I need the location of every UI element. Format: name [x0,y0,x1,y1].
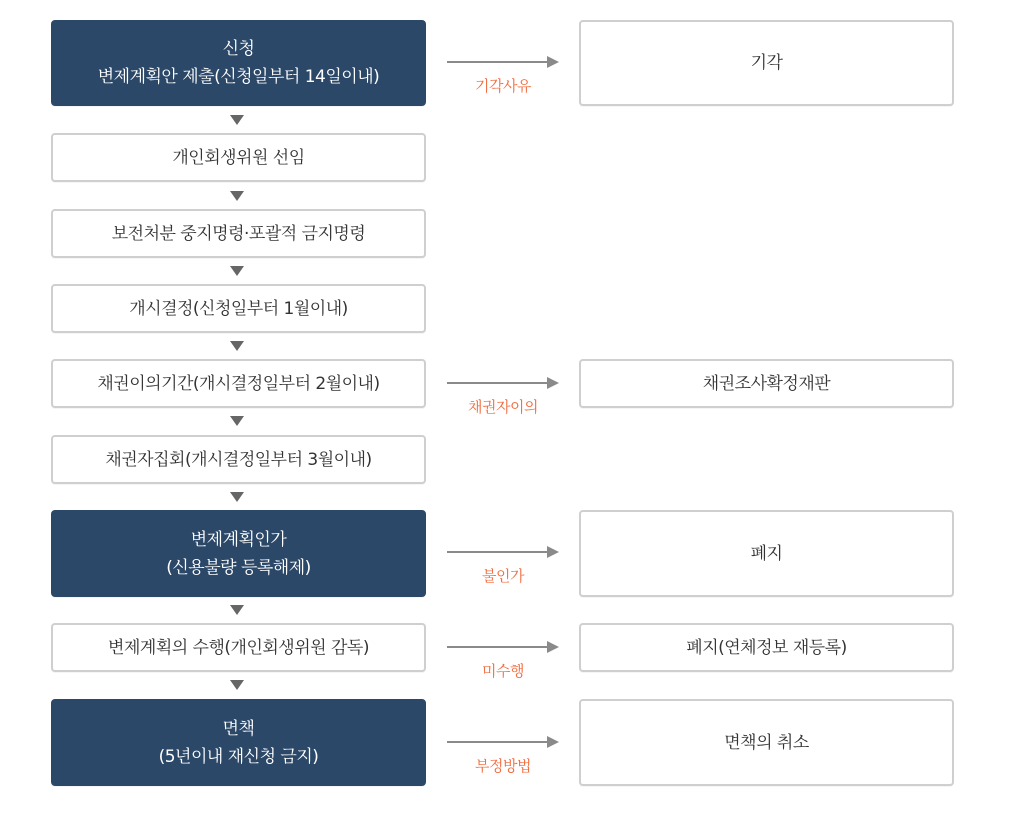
step-preservation-order [51,209,426,258]
step-appoint-commissioner [51,133,426,182]
step-discharge [51,699,426,786]
branch-label-disapproval: 불인가 [482,567,524,585]
step-discharge-title: 면책 [222,718,255,739]
step-application-title: 신청 [222,39,255,59]
branch-arrow-creditor-objection [447,382,547,384]
branch-label-dismissal-reason: 기각사유 [475,77,531,95]
down-arrow-8 [230,680,244,690]
step-objection-period [51,359,426,408]
step-plan-approval-subtitle: (신용불량 등록해제) [166,557,311,578]
step-creditors-meeting [51,435,426,484]
outcome-discharge-cancellation [579,699,954,786]
step-plan-execution [51,623,426,672]
step-plan-approval [51,510,426,597]
step-application-subtitle: 변제계획안 제출(신청일부터 14일이내) [97,67,380,87]
outcome-dismissal-label: 기각 [750,53,783,73]
branch-label-non-execution: 미수행 [482,662,524,680]
step-commencement-decision-label: 개시결정(신청일부터 1월이내) [129,298,348,319]
branch-arrow-dismissal [447,61,547,63]
down-arrow-1 [230,115,244,125]
down-arrow-5 [230,416,244,426]
step-plan-approval-title: 변제계획인가 [190,529,287,550]
down-arrow-6 [230,492,244,502]
outcome-claim-trial [579,359,954,408]
step-creditors-meeting-label: 채권자집회(개시결정일부터 3월이내) [105,449,372,470]
step-commencement-decision [51,284,426,333]
outcome-abolition-label: 폐지 [750,543,783,564]
outcome-discharge-cancellation-label: 면책의 취소 [724,732,809,753]
branch-label-creditor-objection: 채권자이의 [468,398,538,416]
branch-arrow-disapproval [447,551,547,553]
branch-label-fraud: 부정방법 [475,757,531,775]
outcome-abolition [579,510,954,597]
branch-arrow-fraud [447,741,547,743]
outcome-dismissal [579,20,954,106]
branch-arrow-non-execution [447,646,547,648]
step-preservation-order-label: 보전처분 중지명령·포괄적 금지명령 [111,223,366,244]
step-objection-period-label: 채권이의기간(개시결정일부터 2월이내) [97,373,380,394]
outcome-claim-trial-label: 채권조사확정재판 [702,373,831,394]
down-arrow-2 [230,191,244,201]
down-arrow-3 [230,266,244,276]
step-discharge-subtitle: (5년이내 재신청 금지) [158,746,319,767]
step-appoint-commissioner-label: 개인회생위원 선임 [172,147,305,168]
step-application [51,20,426,106]
outcome-abolition-reregister-label: 폐지(연체정보 재등록) [686,637,847,658]
down-arrow-4 [230,341,244,351]
outcome-abolition-reregister [579,623,954,672]
down-arrow-7 [230,605,244,615]
step-plan-execution-label: 변제계획의 수행(개인회생위원 감독) [108,637,369,658]
